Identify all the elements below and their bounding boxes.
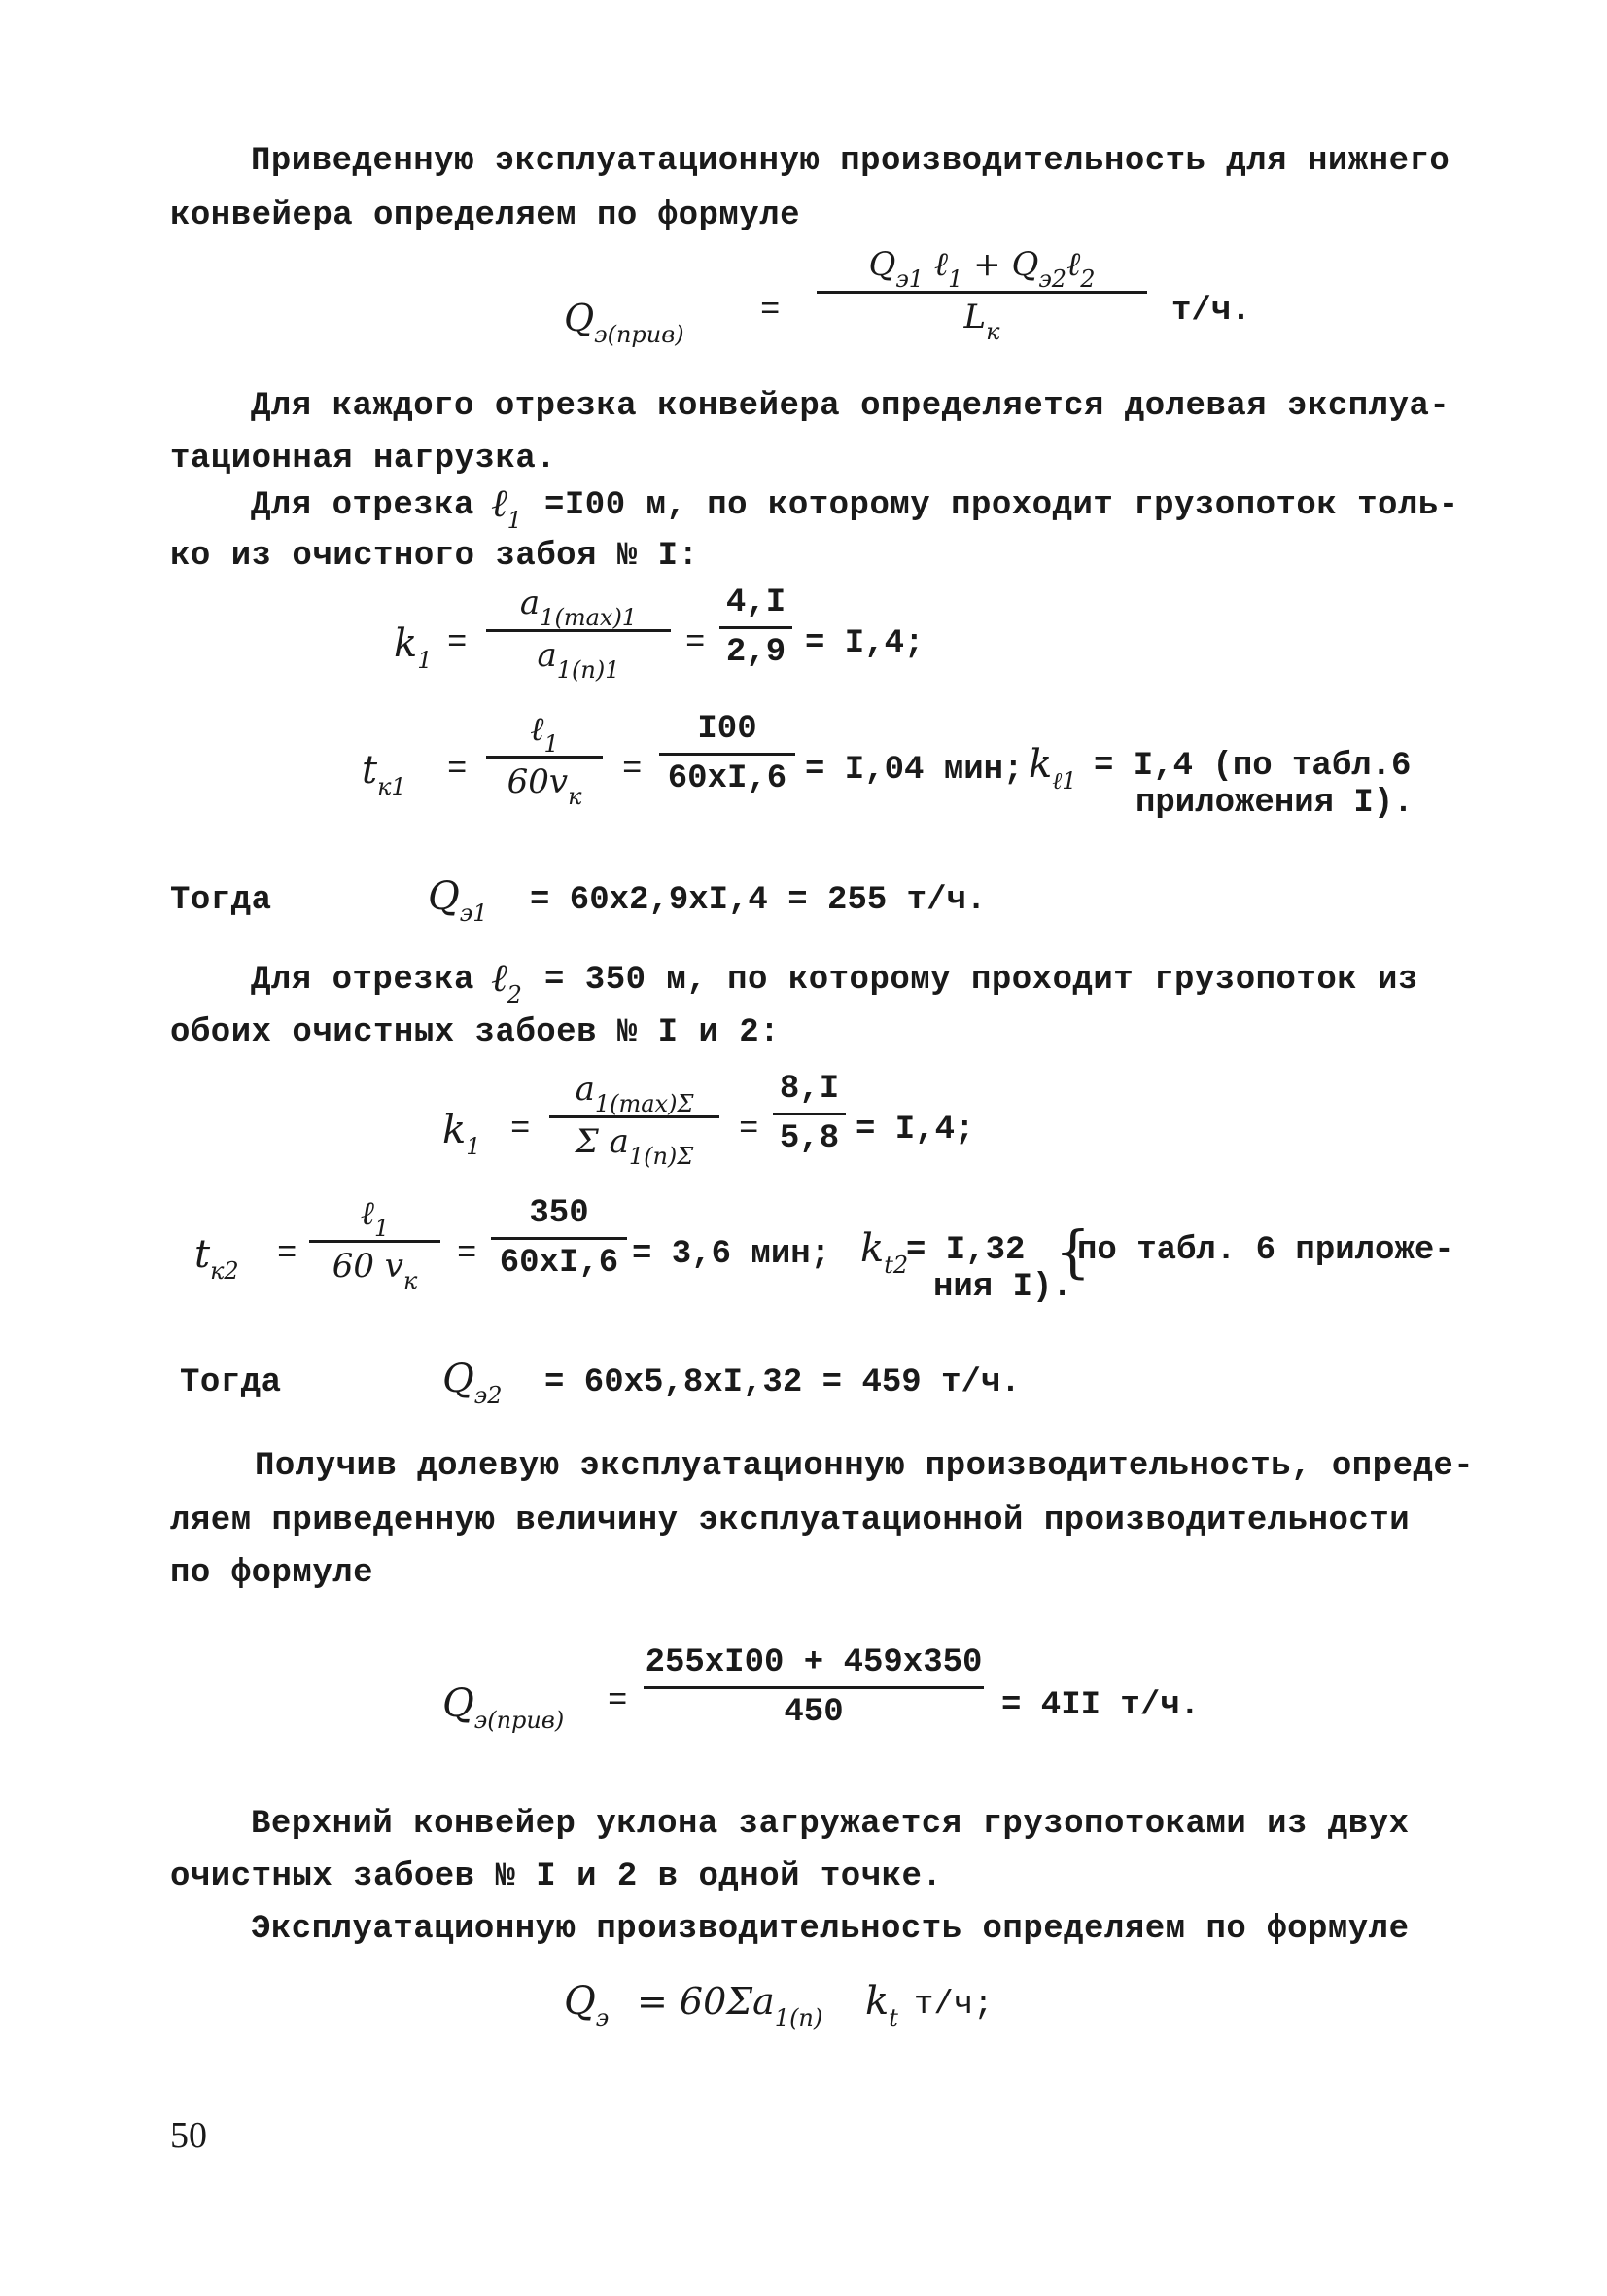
tk2-result: = 3,6 мин; [632,1236,831,1273]
tk1-result: = I,04 мин; [805,752,1024,789]
formula-last-k: $k_t$ [865,1979,898,2031]
formula-last-lhs: $Q_э$ [564,1979,610,2031]
para5-line3: по формуле [170,1555,374,1592]
para1-line2: конвейера определяем по формуле [170,197,801,234]
tk1-lhs: $t_{к1}$ [362,748,406,800]
k1a-eq1: = [447,625,468,662]
formula-main-eq: = [760,293,781,330]
k1b-lhs: $k_1$ [442,1108,481,1160]
formula-main-fraction: $Q_{э1}$ ℓ$_1$ + $Q_{э2}\ell_2$ $L_к$ [817,243,1147,341]
k1b-fraction-1: $a_{1(max)\Sigma}$ Σ $a_{1(n)\Sigma}$ [549,1068,719,1166]
formula-main-unit: т/ч. [1171,293,1251,330]
para5-line2: ляем приведенную величину эксплуатационной производительности [170,1502,1411,1539]
tk1-fraction-2: I00 60xI,6 [659,708,795,800]
para3-line1-a: Для отрезка [251,487,474,524]
k1a-fraction-2: 4,I 2,9 [719,582,792,674]
tk2-k-symbol: $k_{t2}$ [860,1226,909,1279]
para3-l1-symbol: ℓ$_1$ [491,481,522,534]
formula-last-expr: = $60\Sigma a_{1(n)}$ [637,1980,823,2031]
tk2-fraction-2: 350 60xI,6 [491,1192,627,1285]
formula-result-lhs: $Q_{э(прив)}$ [442,1681,565,1734]
para4-line1-b: = 350 м, по которому проходит грузопоток из [544,962,1418,999]
k1a-lhs: $k_1$ [394,621,433,674]
tk1-k-symbol: $k_{\ell 1}$ [1029,742,1077,795]
k1b-eq2: = [739,1112,759,1148]
para2-line2: тационная нагрузка. [170,441,557,477]
formula-main-lhs: $Q_{э(прив)}$ [564,297,684,348]
tk2-eq2: = [457,1236,477,1273]
tk1-k-line2: приложения I). [1135,785,1414,822]
k1a-eq2: = [685,625,706,662]
tk2-k-eq: = I,32 [906,1232,1026,1269]
tk2-k-line1: по табл. 6 приложе- [1077,1232,1454,1269]
para6-line2: очистных забоев № I и 2 в одной точке. [170,1858,943,1895]
then2-expr: = 60x5,8xI,32 = 459 т/ч. [544,1364,1021,1401]
para1-line1: Приведенную эксплуатационную производительность для нижнего [251,143,1450,180]
para6-line1: Верхний конвейер уклона загружается грузопотоками из двух [251,1806,1410,1843]
para3-line2: ко из очистного забоя № I: [170,538,699,575]
formula-last-unit: т/ч; [914,1987,994,2024]
para7-line1: Эксплуатационную производительность определяем по формуле [251,1911,1410,1948]
para4-line1-a: Для отрезка [251,962,474,999]
then1-label: Тогда [170,882,272,919]
page-number: 50 [170,2115,207,2156]
tk1-fraction-1: ℓ$_1$ $60v_к$ [486,708,603,806]
para4-line2: обоих очистных забоев № I и 2: [170,1014,781,1051]
tk1-eq1: = [447,752,468,789]
k1a-result: = I,4; [805,625,925,662]
formula-result-fraction: 255xI00 + 459x350 450 [645,1644,983,1731]
k1a-fraction-1: $a_{1(max)1}$ $a_{1(n)1}$ [486,582,671,680]
tk2-brace: { [1055,1219,1091,1285]
para2-line1: Для каждого отрезка конвейера определяется долевая эксплуа- [251,388,1450,425]
para5-line1: Получив долевую эксплуатационную производительность, опреде- [255,1448,1475,1485]
then2-symbol: $Q_{э2}$ [442,1357,503,1409]
k1b-fraction-2: 8,I 5,8 [773,1068,846,1160]
formula-result-eq: = [608,1683,628,1720]
tk2-k-line2: ния I). [933,1269,1072,1306]
k1b-eq1: = [510,1112,531,1148]
then1-expr: = 60x2,9xI,4 = 255 т/ч. [530,882,987,919]
tk2-lhs: $t_{к2}$ [194,1232,239,1285]
then1-symbol: $Q_{э1}$ [428,874,488,927]
tk2-fraction-1: ℓ$_1$ 60 $v_к$ [309,1192,440,1290]
tk1-eq2: = [622,752,643,789]
para3-line1-b: =I00 м, по которому проходит грузопоток толь- [544,487,1459,524]
para4-l2-symbol: ℓ$_2$ [491,956,522,1008]
tk1-k-line1: = I,4 (по табл.6 [1094,748,1412,785]
k1b-result: = I,4; [856,1112,975,1148]
tk2-eq1: = [277,1236,297,1273]
then2-label: Тогда [180,1364,282,1401]
formula-result-value: = 4II т/ч. [1001,1687,1201,1724]
